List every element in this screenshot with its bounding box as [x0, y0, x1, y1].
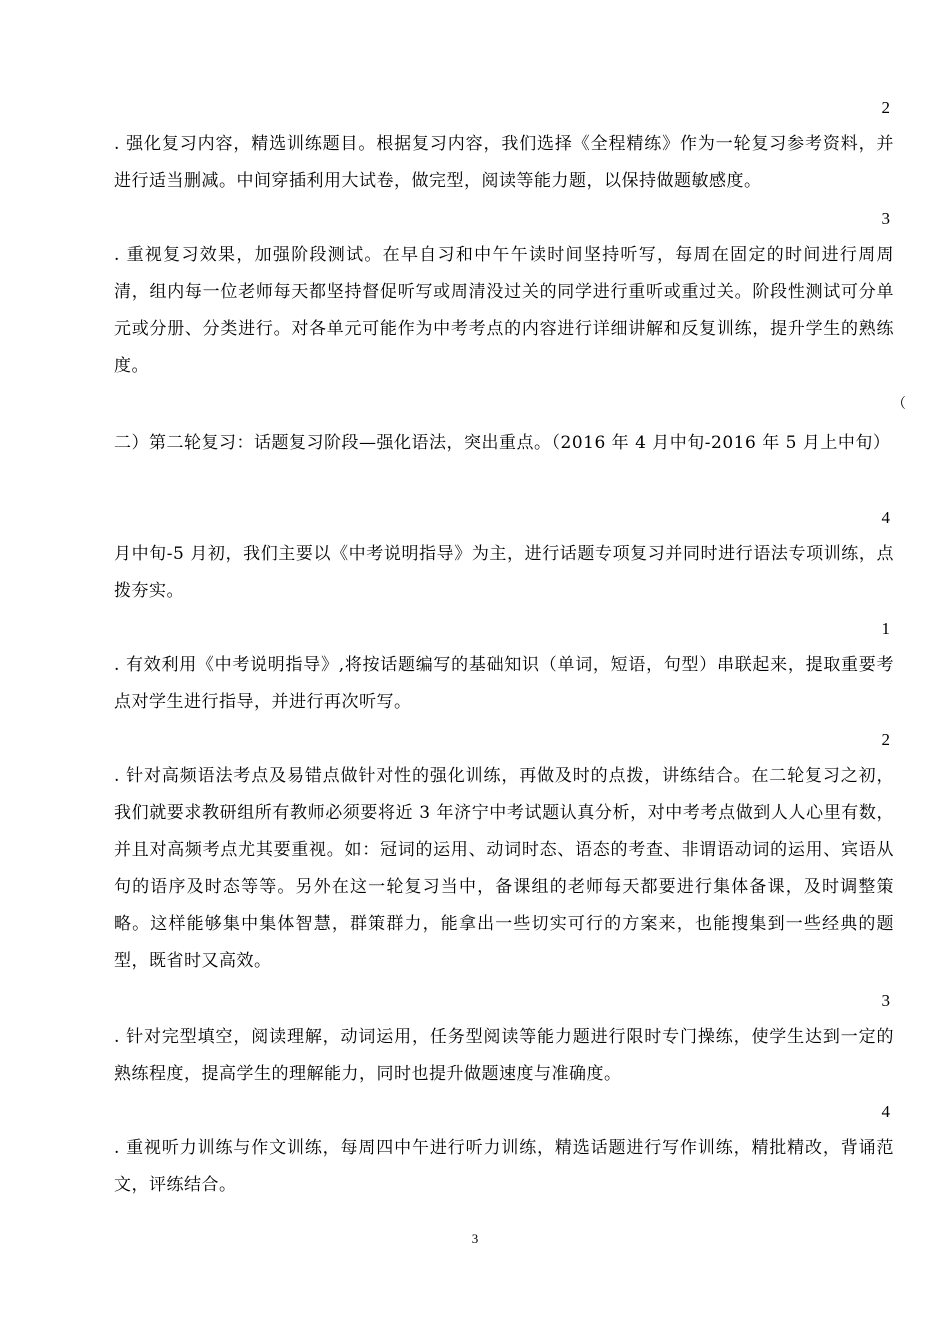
item-marker: 2	[881, 730, 890, 749]
item-marker: 2	[881, 98, 890, 117]
item-marker: 4	[881, 508, 890, 527]
item-marker: 1	[881, 619, 890, 638]
paragraph: . 针对完型填空，阅读理解，动词运用，任务型阅读等能力题进行限时专门操练，使学生达到一定的熟练程度，提高学生的理解能力，同时也提升做题速度与准确度。	[114, 1027, 894, 1084]
paragraph: 二）第二轮复习：话题复习阶段—强化语法，突出重点。（2016 年 4 月中旬-2016 年 5 月上中旬）	[114, 433, 891, 453]
paragraph: 月中旬-5 月初，我们主要以《中考说明指导》为主，进行话题专项复习并同时进行语法专项训练，点拨夯实。	[114, 544, 894, 601]
item-marker: （	[892, 397, 906, 412]
paragraph: . 有效利用《中考说明指导》,将按话题编写的基础知识（单词，短语，句型）串联起来，提取重要考点对学生进行指导，并进行再次听写。	[114, 655, 894, 712]
paragraph: . 重视听力训练与作文训练，每周四中午进行听力训练，精选话题进行写作训练，精批精改，背诵范文，评练结合。	[114, 1138, 894, 1195]
paragraph: . 重视复习效果，加强阶段测试。在早自习和中午午读时间坚持听写，每周在固定的时间进行周周清，组内每一位老师每天都坚持督促听写或周清没过关的同学进行重听或重过关。阶段性测试可分单元或分册、分类进行。对各单元可能作为中考考点的内容进行详细讲解和反复训练，提升学生的熟练度。	[114, 245, 894, 376]
paragraph: . 强化复习内容，精选训练题目。根据复习内容，我们选择《全程精练》作为一轮复习参考资料，并进行适当删减。中间穿插利用大试卷，做完型，阅读等能力题，以保持做题敏感度。	[114, 134, 894, 191]
item-marker: 3	[881, 209, 890, 228]
item-marker: 3	[881, 991, 890, 1010]
item-marker: 4	[881, 1102, 890, 1121]
paragraph: . 针对高频语法考点及易错点做针对性的强化训练，再做及时的点拨，讲练结合。在二轮复习之初，我们就要求教研组所有教师必须要将近 3 年济宁中考试题认真分析，对中考考点做到人人心里有数，并且对高频考点尤其要重视。如：冠词的运用、动词时态、语态的考查、非谓语动词的运用、宾语从句的语序及时态等等。另外在这一轮复习当中，备课组的老师每天都要进行集体备课，及时调整策略。这样能够集中集体智慧，群策群力，能拿出一些切实可行的方案来，也能搜集到一些经典的题型，既省时又高效。	[114, 766, 894, 971]
page-number: 3	[471, 1231, 479, 1246]
